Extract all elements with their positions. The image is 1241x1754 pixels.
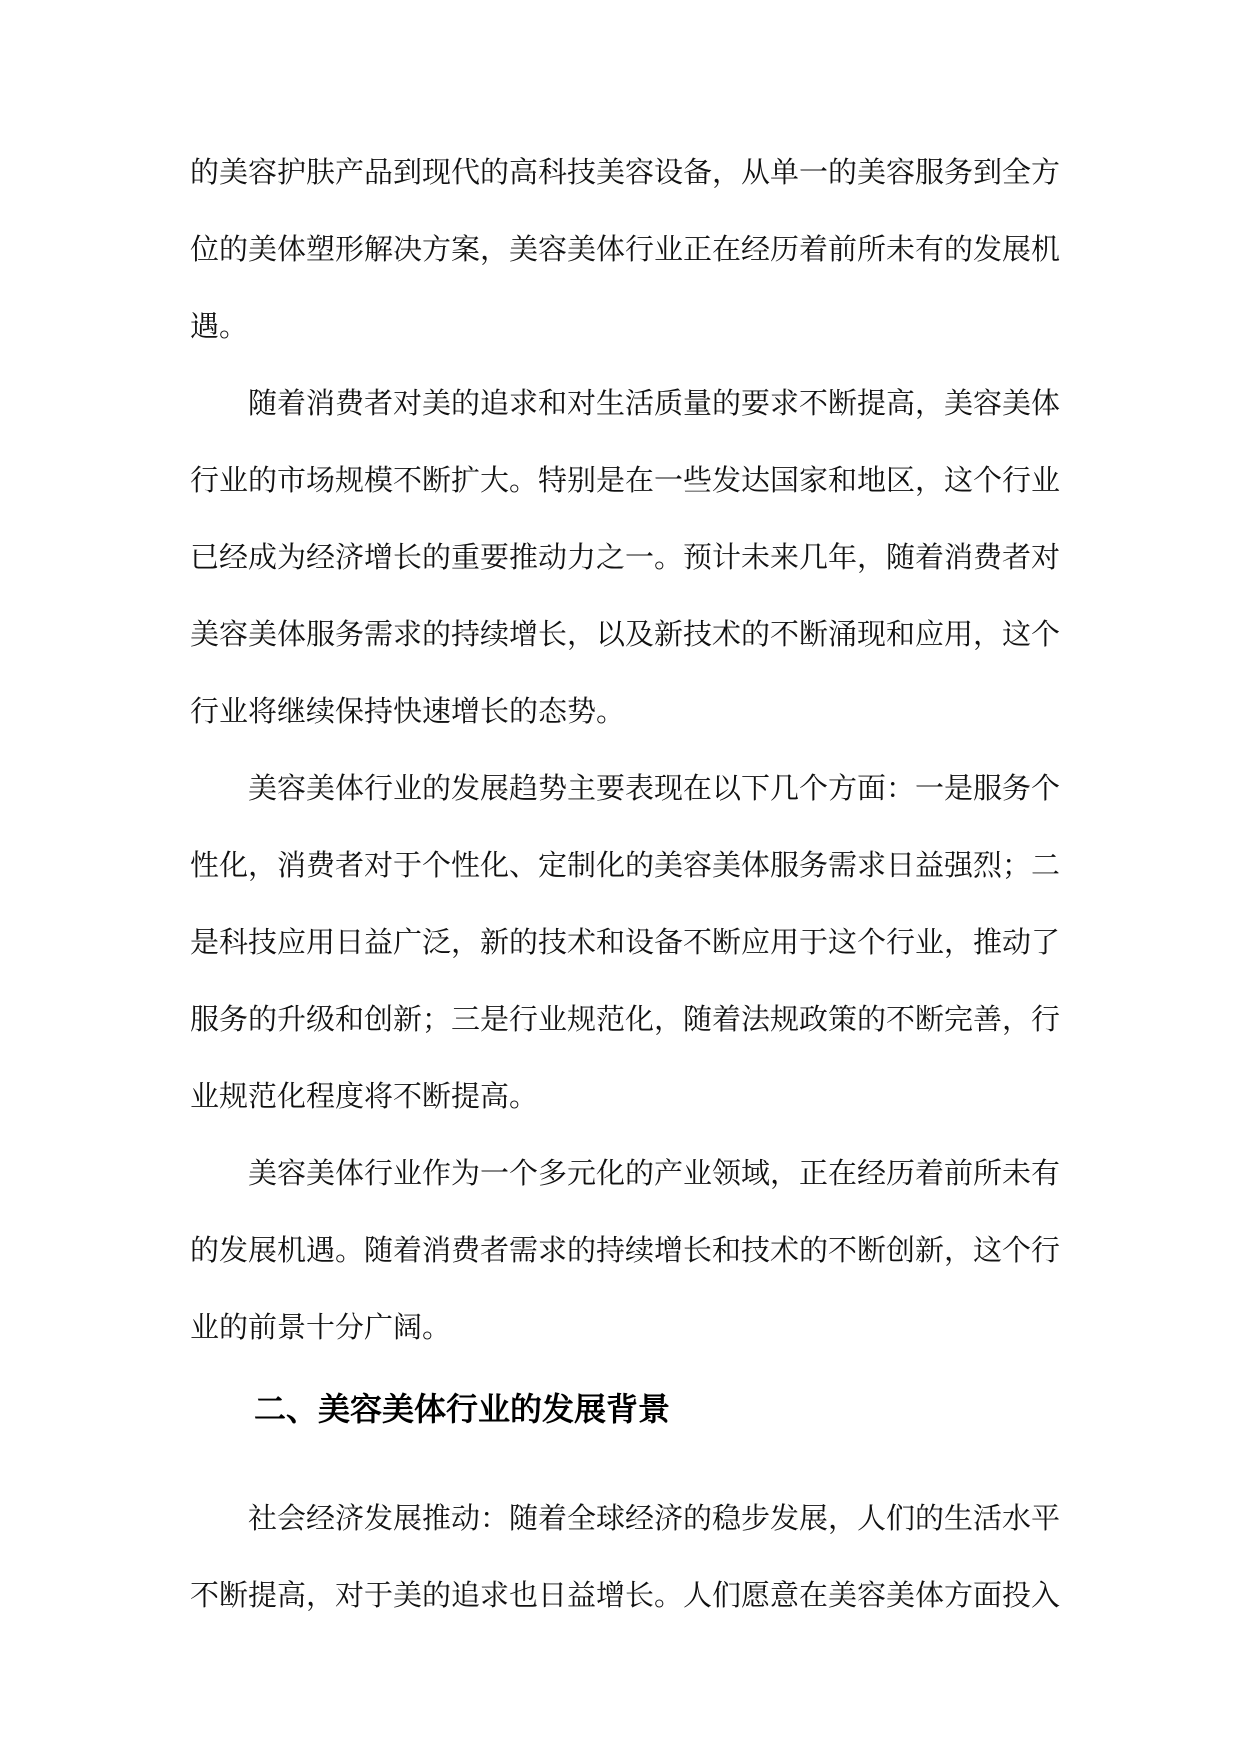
- paragraph-summary: 美容美体行业作为一个多元化的产业领域，正在经历着前所未有的发展机遇。随着消费者需求的持续增长和技术的不断创新，这个行业的前景十分广阔。: [190, 1156, 1061, 1344]
- paragraph-market-growth: 随着消费者对美的追求和对生活质量的要求不断提高，美容美体行业的市场规模不断扩大。特别是在一些发达国家和地区，这个行业已经成为经济增长的重要推动力之一。预计未来几年，随着消费者对美容美体服务需求的持续增长，以及新技术的不断涌现和应用，这个行业将继续保持快速增长的态势。: [190, 386, 1061, 728]
- paragraph-background: 社会经济发展推动：随着全球经济的稳步发展，人们的生活水平不断提高，对于美的追求也日益增长。人们愿意在美容美体方面投入: [190, 1501, 1061, 1612]
- section-heading: 二、美容美体行业的发展背景: [254, 1390, 671, 1428]
- paragraph-trends: 美容美体行业的发展趋势主要表现在以下几个方面：一是服务个性化，消费者对于个性化、定制化的美容美体服务需求日益强烈；二是科技应用日益广泛，新的技术和设备不断应用于这个行业，推动了服务的升级和创新；三是行业规范化，随着法规政策的不断完善，行业规范化程度将不断提高。: [190, 771, 1061, 1113]
- paragraph-continued: 的美容护肤产品到现代的高科技美容设备，从单一的美容服务到全方位的美体塑形解决方案，美容美体行业正在经历着前所未有的发展机遇。: [190, 155, 1061, 343]
